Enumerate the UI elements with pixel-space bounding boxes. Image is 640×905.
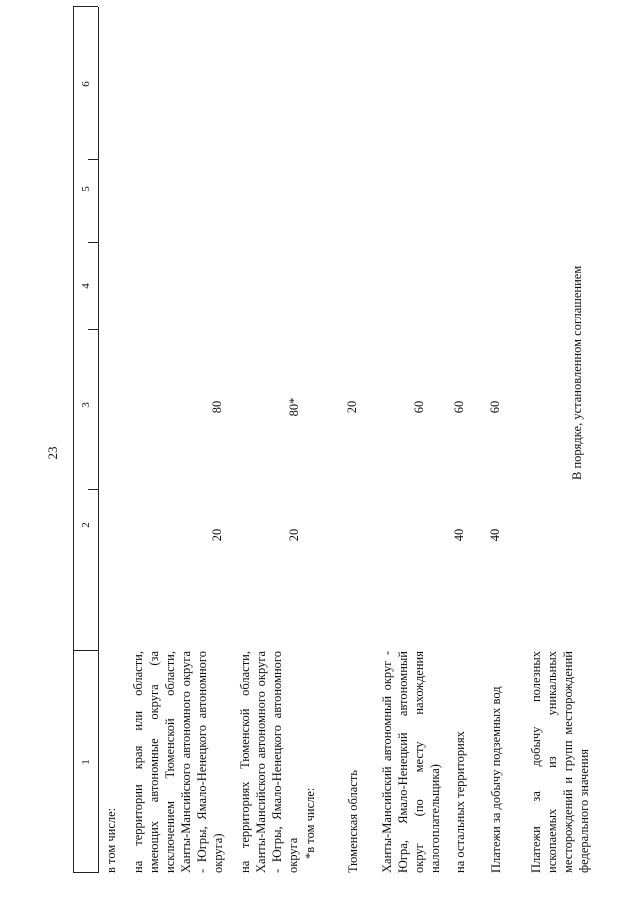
column-number: 3 (80, 402, 92, 408)
row-label: Платежи за добычу подземных вод (489, 686, 503, 873)
cell-col3: 80* (287, 397, 301, 417)
cell-col3: 80 (210, 400, 224, 414)
row-label: на территории края или области, имеющих автономные округа (за исключением Тюменской области, Ханты-Мансийского автономного округа - Югры, Ямало-Ненецкого автономного округа) (131, 651, 225, 873)
row-label: Платежи за добычу полезных ископаемых из уникальных месторождений и групп месторождений федерального значения (529, 651, 591, 873)
column-number: 4 (80, 283, 92, 289)
merged-cell-text: В порядке, установленном соглашением (570, 265, 584, 480)
row-label: *в том числе: (303, 787, 317, 859)
header-divider (88, 242, 98, 243)
row-label: в том числе: (104, 807, 118, 873)
row-label: на остальных территориях (453, 731, 467, 873)
cell-col3: 60 (452, 400, 466, 414)
cell-col2: 20 (210, 528, 224, 542)
header-divider (73, 650, 98, 651)
row-label: Тюменская область (346, 770, 360, 873)
header-divider (88, 329, 98, 330)
header-divider (73, 872, 98, 873)
header-divider (88, 159, 98, 160)
row-label: Ханты-Мансийский автономный округ - Югра, Ямало-Ненецкий автономный округ (по месту нахождения налогоплательщика) (380, 651, 442, 873)
header-divider (73, 6, 98, 7)
header-divider (88, 489, 98, 490)
row-label: на территориях Тюменской области, Ханты-Мансийского автономного округа - Югры, Ямало-Ненецкого автономного округа (238, 651, 300, 873)
column-number: 1 (80, 759, 92, 765)
column-number: 5 (80, 186, 92, 192)
header-top-border (73, 7, 74, 873)
cell-col2: 40 (488, 528, 502, 542)
page-number: 23 (45, 446, 60, 460)
header-bottom-border (98, 7, 99, 873)
cell-col3: 60 (488, 400, 502, 414)
cell-col2: 40 (452, 528, 466, 542)
cell-col3: 60 (412, 400, 426, 414)
cell-col2: 20 (287, 528, 301, 542)
column-number: 2 (80, 522, 92, 528)
column-number: 6 (80, 81, 92, 87)
cell-col3: 20 (345, 400, 359, 414)
